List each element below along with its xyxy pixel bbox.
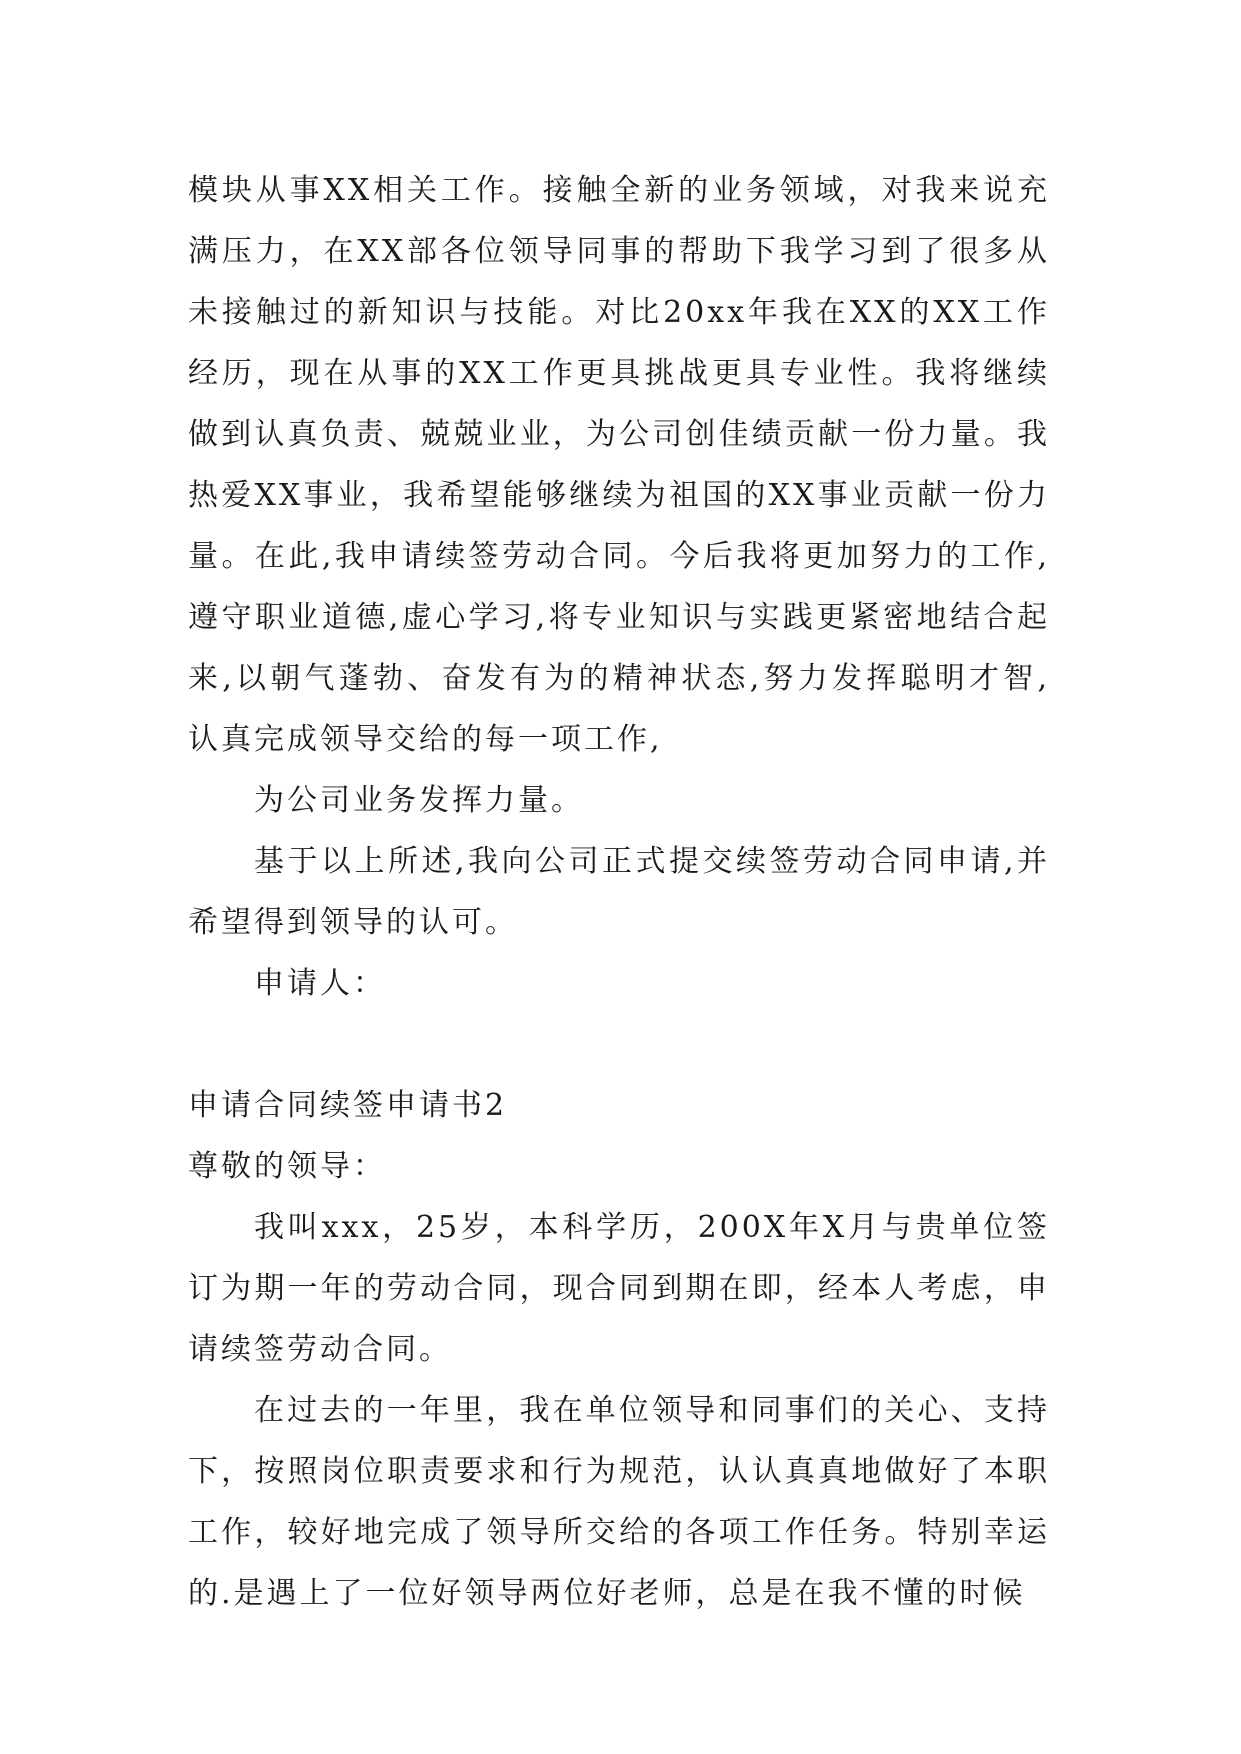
salutation: 尊敬的领导： (188, 1149, 386, 1184)
body-paragraph-1: 我叫xxx，25岁，本科学历，200X年X月与贵单位签订为期一年的劳动合同，现合同到期在即，经本人考虑，申请续签劳动合同。 (188, 1210, 1050, 1367)
body-paragraph-2: 在过去的一年里，我在单位领导和同事们的关心、支持下，按照岗位职责要求和行为规范，认认真真地做好了本职工作，较好地完成了领导所交给的各项工作任务。特别幸运的.是遇上了一位好领导两位好老师，总是在我不懂的时候 (188, 1393, 1050, 1611)
summary-paragraph: 基于以上所述,我向公司正式提交续签劳动合同申请,并希望得到领导的认可。 (188, 844, 1050, 940)
closing-line: 为公司业务发挥力量。 (254, 783, 584, 818)
section-title: 申请合同续签申请书2 (188, 1088, 508, 1123)
section-spacer (188, 1014, 1050, 1075)
document-body (188, 160, 1050, 1624)
continuation-paragraph: 模块从事XX相关工作。接触全新的业务领域，对我来说充满压力，在XX部各位领导同事的帮助下我学习到了很多从未接触过的新知识与技能。对比20xx年我在XX的XX工作经历，现在从事的XX工作更具挑战更具专业性。我将继续做到认真负责、兢兢业业，为公司创佳绩贡献一份力量。我热爱XX事业，我希望能够继续为祖国的XX事业贡献一份力量。在此,我申请续签劳动合同。今后我将更加努力的工作,遵守职业道德,虚心学习,将专业知识与实践更紧密地结合起来,以朝气蓬勃、奋发有为的精神状态,努力发挥聪明才智,认真完成领导交给的每一项工作, (188, 173, 1050, 757)
applicant-label: 申请人： (254, 966, 386, 1001)
